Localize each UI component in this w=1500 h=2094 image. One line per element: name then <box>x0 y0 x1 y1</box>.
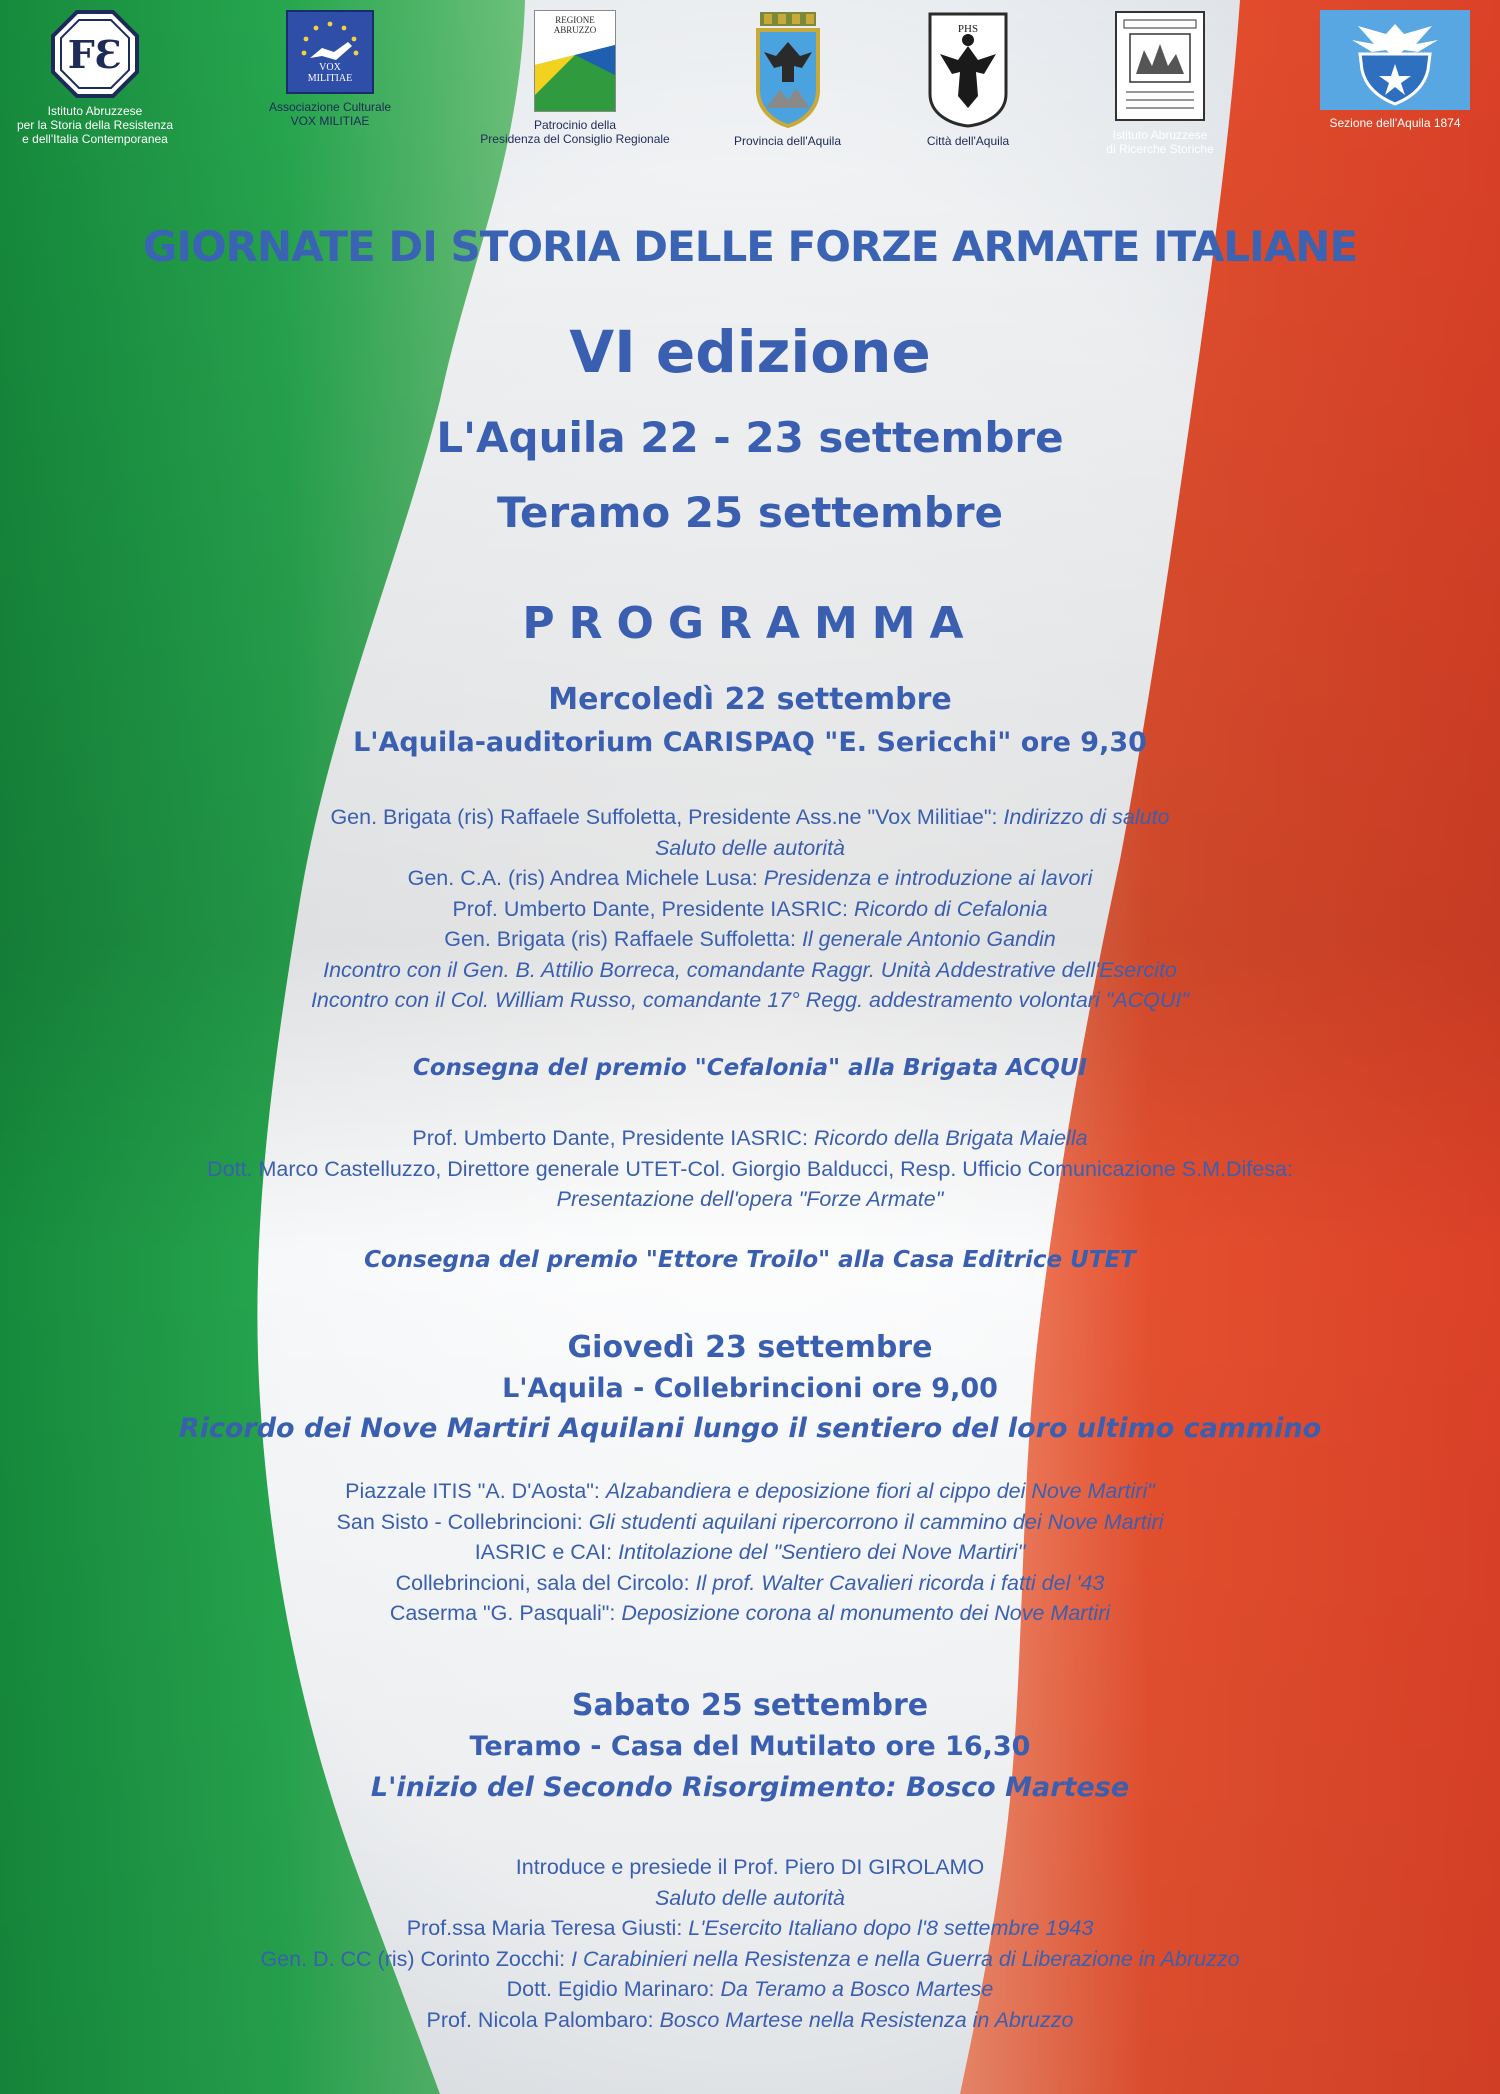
edition-heading: VI edizione <box>569 318 931 386</box>
cai-aquila-logo-icon <box>1320 10 1470 110</box>
day1-program-list <box>0 802 1500 1016</box>
citta-aquila-crest-icon <box>926 10 1010 128</box>
logo-vox-militiae <box>255 10 405 128</box>
day1-venue: L'Aquila-auditorium CARISPAQ "E. Sericchi" ore 9,30 <box>353 727 1147 758</box>
program-item: Presentazione dell'opera "Forze Armate" <box>556 1187 944 1211</box>
program-item: Collebrincioni, sala del Circolo: Il prof. Walter Cavalieri ricorda i fatti del '43 <box>395 1570 1105 1595</box>
program-item: Gen. Brigata (ris) Raffaele Suffoletta: Il generale Antonio Gandin <box>444 927 1056 951</box>
program-item: Gen. Brigata (ris) Raffaele Suffoletta, Presidente Ass.ne "Vox Militiae": Indirizzo di saluto <box>330 805 1170 829</box>
logo-caption: Associazione Culturale VOX MILITIAE <box>268 100 392 128</box>
program-item: Prof. Nicola Palombaro: Bosco Martese nella Resistenza in Abruzzo <box>426 2007 1074 2032</box>
logo-caption: Patrocinio della Presidenza del Consiglio Regionale <box>480 118 670 146</box>
logo-iasric <box>1075 10 1245 156</box>
logo-provincia-aquila <box>715 10 860 148</box>
program-item: Incontro con il Gen. B. Attilio Borreca, comandante Raggr. Unità Addestrative dell'Esercito <box>323 957 1177 982</box>
award-ettore-troilo: Consegna del premio "Ettore Troilo" alla Casa Editrice UTET <box>364 1247 1136 1273</box>
day3-program-list <box>0 1852 1500 2035</box>
program-item: Dott. Egidio Marinaro: Da Teramo a Bosco Martese <box>506 1977 994 2001</box>
program-item: Incontro con il Col. William Russo, comandante 17° Regg. addestramento volontari "ACQUI" <box>310 988 1190 1012</box>
program-item: Saluto delle autorità <box>654 1885 846 1910</box>
place-teramo-dates: Teramo 25 settembre <box>496 488 1004 537</box>
logo-cai-aquila <box>1305 10 1485 130</box>
program-item: Piazzale ITIS "A. D'Aosta": Alzabandiera e deposizione fiori al cippo dei Nove Martiri" <box>345 1479 1155 1503</box>
program-item: San Sisto - Collebrincioni: Gli studenti aquilani ripercorrono il cammino dei Nove Martiri <box>336 1509 1164 1534</box>
logo-istituto-resistenza <box>0 10 190 146</box>
programma-heading: PROGRAMMA <box>522 598 978 649</box>
logo-caption: Sezione dell'Aquila 1874 <box>1329 116 1461 130</box>
logo-citta-aquila <box>898 10 1038 148</box>
day3-venue: Teramo - Casa del Mutilato ore 16,30 <box>469 1731 1031 1762</box>
program-item: Dott. Marco Castelluzzo, Direttore generale UTET-Col. Giorgio Balducci, Resp. Ufficio Comunicazione S.M.Difesa: <box>207 1156 1293 1181</box>
day1-date: Mercoledì 22 settembre <box>548 682 952 717</box>
regione-abruzzo-logo-icon <box>534 10 616 112</box>
program-item: Introduce e presiede il Prof. Piero DI GIROLAMO <box>515 1855 985 1879</box>
place-aquila-dates: L'Aquila 22 - 23 settembre <box>436 413 1064 462</box>
logo-caption: Provincia dell'Aquila <box>733 134 841 148</box>
event-title: GIORNATE DI STORIA DELLE FORZE ARMATE ITALIANE <box>142 222 1358 271</box>
day3-lead: L'inizio del Secondo Risorgimento: Bosco Martese <box>370 1772 1130 1803</box>
regione-abruzzo-logo-text: REGIONE ABRUZZO <box>553 15 597 35</box>
award-cefalonia: Consegna del premio "Cefalonia" alla Brigata ACQUI <box>412 1055 1087 1081</box>
program-item: Prof. Umberto Dante, Presidente IASRIC: Ricordo di Cefalonia <box>452 896 1048 921</box>
program-item: Gen. D. CC (ris) Corinto Zocchi: I Carabinieri nella Resistenza e nella Guerra di Liberazione in Abruzzo <box>260 1946 1240 1971</box>
logo-caption: Città dell'Aquila <box>926 134 1010 148</box>
program-item: Prof.ssa Maria Teresa Giusti: L'Esercito Italiano dopo l'8 settembre 1943 <box>406 1916 1094 1940</box>
day2-program-list <box>0 1476 1500 1629</box>
vox-militiae-logo-text: VOX MILITIAE <box>307 62 353 84</box>
svg-text:FƐ: FƐ <box>67 32 123 77</box>
day1-program-list-2 <box>0 1123 1500 1215</box>
vox-militiae-logo-icon <box>286 10 374 94</box>
iasric-logo-icon <box>1114 10 1206 122</box>
day2-date: Giovedì 23 settembre <box>567 1330 933 1365</box>
program-item: Saluto delle autorità <box>654 835 846 860</box>
logo-caption: Istituto Abruzzese di Ricerche Storiche <box>1106 128 1214 156</box>
logo-caption: Istituto Abruzzese per la Storia della Resistenza e dell'Italia Contemporanea <box>16 104 174 146</box>
program-item: Gen. C.A. (ris) Andrea Michele Lusa: Presidenza e introduzione ai lavori <box>407 866 1093 890</box>
day2-lead: Ricordo dei Nove Martiri Aquilani lungo il sentiero del loro ultimo cammino <box>178 1413 1322 1444</box>
provincia-aquila-crest-icon <box>754 10 822 128</box>
istituto-resistenza-logo-icon <box>51 10 139 98</box>
citta-aquila-crest-text: PHS <box>957 23 979 35</box>
program-item: Caserma "G. Pasquali": Deposizione corona al monumento dei Nove Martiri <box>389 1601 1111 1625</box>
day3-date: Sabato 25 settembre <box>571 1688 929 1723</box>
logo-regione-abruzzo <box>455 10 695 146</box>
program-item: IASRIC e CAI: Intitolazione del "Sentiero dei Nove Martiri" <box>474 1540 1026 1564</box>
day2-venue: L'Aquila - Collebrincioni ore 9,00 <box>502 1373 998 1404</box>
program-item: Prof. Umberto Dante, Presidente IASRIC: Ricordo della Brigata Maiella <box>412 1126 1088 1150</box>
